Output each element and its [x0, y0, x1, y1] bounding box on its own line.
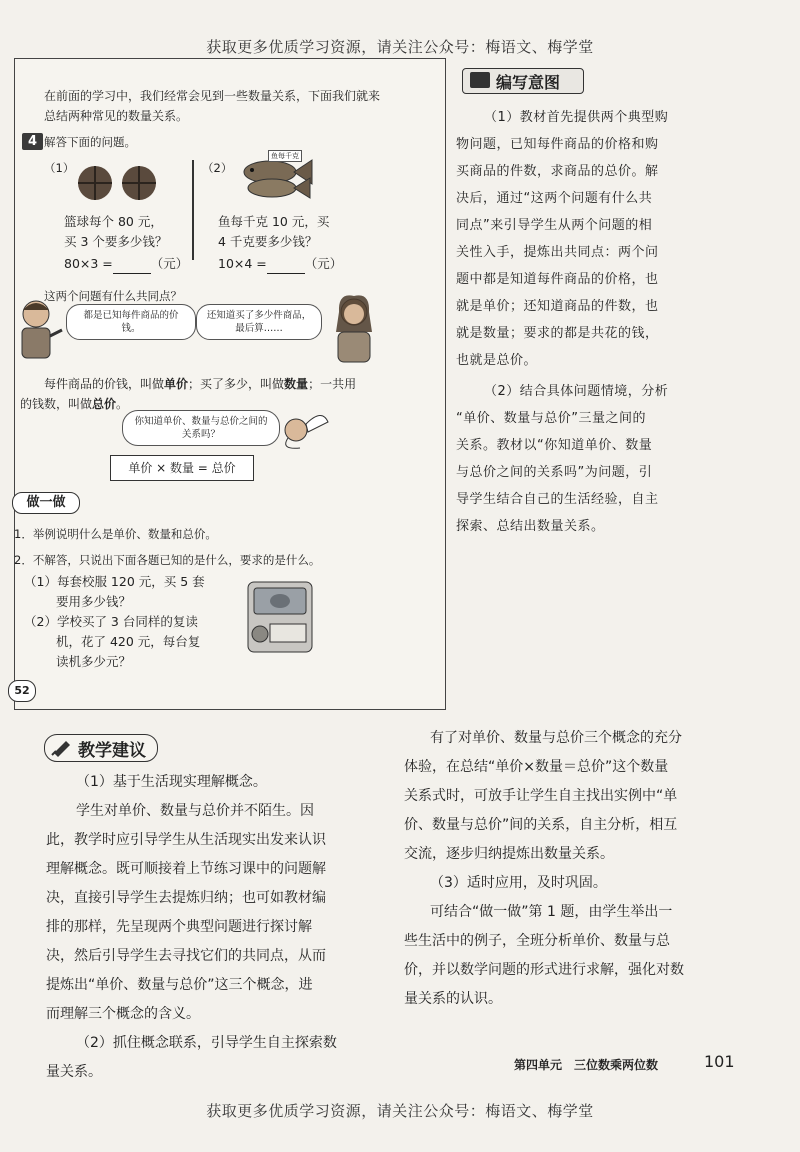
- suggestion-right-line: 体验，在总结“单价×数量＝总价”这个数量: [404, 759, 669, 775]
- definition-text: ；一共用: [308, 377, 357, 391]
- textbook-intro: 在前面的学习中，我们经常会见到一些数量关系，下面我们就来总结两种常见的数量关系。: [44, 89, 381, 123]
- definition-text: 的钱数，叫做: [20, 397, 93, 411]
- definition-line2: [20, 394, 128, 414]
- suggestion-left-line: 量关系。: [46, 1064, 102, 1080]
- definition-line1: [44, 374, 444, 394]
- intent-p1-line: 买商品的件数，求商品的总价。解: [456, 164, 659, 179]
- boy-illustration: [10, 296, 66, 362]
- term-quantity: 数量: [284, 377, 309, 391]
- answer-blank: [267, 261, 305, 274]
- intent-p1-line: 同点”来引导学生从两个问题的相: [456, 218, 653, 233]
- practice-question-1: 1．举例说明什么是单价、数量和总价。: [14, 527, 217, 541]
- suggestion-right-line: 些生活中的例子，全班分析单价、数量与总: [404, 933, 670, 949]
- intent-heading: 编写意图: [496, 73, 561, 92]
- suggestion-right-line: 量关系的认识。: [404, 991, 502, 1007]
- girl-illustration: [322, 292, 382, 364]
- problem1-text-line2: 买 3 个要多少钱？: [64, 234, 168, 249]
- intent-p1-line: 关性入手，提炼出共同点：两个问: [456, 245, 659, 260]
- intent-p2-line: 与总价之间的关系吗”为问题，引: [456, 465, 653, 480]
- practice-question-2: 2．不解答，只说出下面各题已知的是什么，要求的是什么。: [14, 553, 321, 567]
- problem2-text-line2: 4 千克要多少钱？: [218, 234, 318, 249]
- intent-p1-line: 就是数量；要求的都是共花的钱，: [456, 326, 659, 341]
- suggestion-left-line: 提炼出“单价、数量与总价”这三个概念，进: [46, 977, 313, 993]
- suggestion-right-line: 价，并以数学问题的形式进行求解，强化对数: [404, 962, 684, 978]
- suggestion-left-line: 此，教学时应引导学生从生活现实出发来认识: [46, 832, 326, 848]
- page-number: 101: [704, 1052, 735, 1071]
- q2-item2-line1: （2）学校买了 3 台同样的复读: [24, 614, 198, 629]
- intent-p1-line: 也就是总价。: [456, 353, 538, 368]
- suggestion-right-line: 关系式时，可放手让学生自主找出实例中“单: [404, 788, 678, 804]
- intent-p2-line: 关系。教材以“你知道单价、数量: [456, 438, 653, 453]
- suggestion-right-line: 价、数量与总价”间的关系，自主分析，相互: [404, 817, 678, 833]
- book-icon: [470, 72, 490, 88]
- suggestion-left-line: 学生对单价、数量与总价并不陌生。因: [76, 803, 314, 819]
- problem1-equation: [64, 254, 188, 274]
- definition-text: ；买了多少，叫做: [188, 377, 285, 391]
- intent-p1-line: 决后，通过“这两个问题有什么共: [456, 191, 653, 206]
- formula-box: 单价 × 数量 = 总价: [110, 455, 254, 481]
- boy-speech-bubble: 都是已知每件商品的价钱。: [66, 304, 196, 340]
- intent-p2-line: 探索、总结出数量关系。: [456, 519, 605, 534]
- practice-title: 做一做: [12, 492, 80, 514]
- definition-text: 每件商品的价钱，叫做: [44, 377, 165, 391]
- suggestion-left-line: 决，直接引导学生去提炼归纳；也可如教材编: [46, 890, 326, 906]
- problem2-label: （2）: [202, 161, 233, 175]
- suggestion-right-line: 有了对单价、数量与总价三个概念的充分: [430, 730, 682, 746]
- problem1-text-line1: 篮球每个 80 元，: [64, 214, 163, 229]
- girl-speech-bubble: 还知道买了多少件商品，最后算……: [196, 304, 322, 340]
- example-title: 解答下面的问题。: [44, 135, 136, 149]
- watermark-bottom: 获取更多优质学习资源，请关注公众号：梅语文、梅学堂: [206, 1102, 594, 1120]
- term-unit-price: 单价: [164, 377, 189, 391]
- intent-p2-line: （2）结合具体问题情境，分析: [484, 384, 669, 399]
- term-total-price: 总价: [92, 397, 117, 411]
- intent-p1-line: 物问题，已知每件商品的价格和购: [456, 137, 659, 152]
- pencil-icon: [50, 737, 74, 757]
- intent-p1-line: 题中都是知道每件商品的价格，也: [456, 272, 659, 287]
- suggestion-right-line: （3）适时应用，及时巩固。: [430, 875, 607, 891]
- q2-item2-line3: 读机多少元？: [56, 654, 132, 669]
- answer-blank: [113, 261, 151, 274]
- suggestion-heading: 教学建议: [78, 741, 146, 761]
- q2-item1-line1: （1）每套校服 120 元，买 5 套: [24, 574, 205, 589]
- q2-item2-line2: 机，花了 420 元，每台复: [56, 634, 201, 649]
- problem2-equation: [218, 254, 342, 274]
- problem2-unit: （元）: [304, 256, 343, 271]
- basketball-image: [78, 166, 112, 200]
- problem2-equation-text: 10×4 =: [218, 256, 267, 271]
- problem-divider: [192, 160, 194, 260]
- problem1-unit: （元）: [150, 256, 189, 271]
- common-question: 这两个问题有什么共同点？: [44, 289, 182, 303]
- suggestion-left-line: 理解概念。既可顺接着上节练习课中的问题解: [46, 861, 326, 877]
- problem2-text-line1: 鱼每千克 10 元，买: [218, 214, 330, 229]
- problem1-label: （1）: [44, 161, 75, 175]
- suggestion-left-line: （1）基于生活现实理解概念。: [76, 774, 267, 790]
- intent-p2-line: “单价、数量与总价”三量之间的: [456, 411, 646, 426]
- intent-p2-line: 导学生结合自己的生活经验，自主: [456, 492, 659, 507]
- suggestion-left-line: 排的那样，先呈现两个典型问题进行探讨解: [46, 919, 312, 935]
- angel-speech-bubble: 你知道单价、数量与总价之间的关系吗？: [122, 410, 280, 446]
- suggestion-left-line: 而理解三个概念的含义。: [46, 1006, 200, 1022]
- basketball-image: [122, 166, 156, 200]
- angel-illustration: [272, 404, 332, 454]
- textbook-page-number: 52: [8, 680, 36, 702]
- suggestion-right-line: 交流，逐步归纳提炼出数量关系。: [404, 846, 614, 862]
- q2-item1-line2: 要用多少钱？: [56, 594, 132, 609]
- intent-p1-line: 就是单价；还知道商品的件数，也: [456, 299, 659, 314]
- suggestion-right-line: 可结合“做一做”第 1 题，由学生举出一: [430, 904, 673, 920]
- problem1-equation-text: 80×3 =: [64, 256, 113, 271]
- intent-p1-line: （1）教材首先提供两个典型购: [484, 110, 669, 125]
- example-number-badge: 4: [22, 133, 43, 150]
- suggestion-left-line: 决，然后引导学生去寻找它们的共同点，从而: [46, 948, 326, 964]
- definition-text: 。: [116, 397, 129, 411]
- fish-price-tag: 鱼每千克: [268, 150, 302, 162]
- watermark-top: 获取更多优质学习资源，请关注公众号：梅语文、梅学堂: [206, 38, 594, 56]
- cassette-player-image: [244, 576, 316, 656]
- suggestion-left-line: （2）抓住概念联系，引导学生自主探索数: [76, 1035, 337, 1051]
- chapter-footer: 第四单元 三位数乘两位数: [514, 1058, 659, 1072]
